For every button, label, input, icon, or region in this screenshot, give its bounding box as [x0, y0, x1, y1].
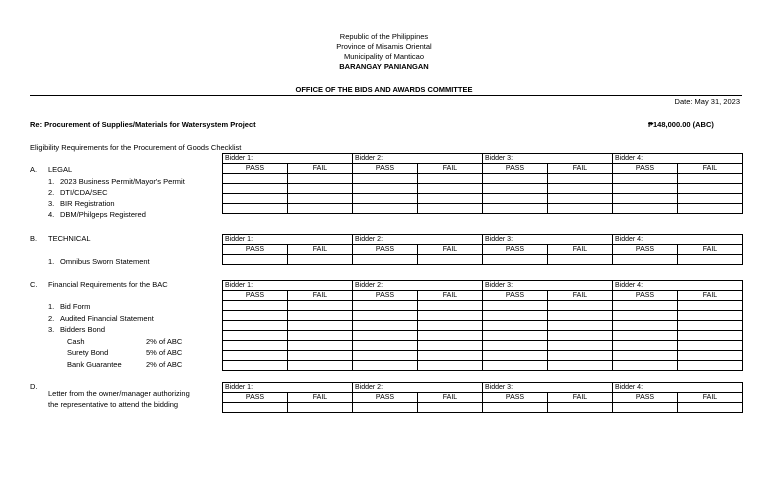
bond-surety-label: Surety Bond: [67, 348, 109, 357]
section-a-letter: A.: [30, 165, 38, 174]
bond-bank-pct: 2% of ABC: [146, 360, 183, 369]
fail-header: FAIL: [288, 393, 353, 403]
bidder-1-header: Bidder 1:: [223, 383, 353, 393]
bidder-4-header: Bidder 4:: [613, 154, 743, 164]
table-row: [223, 331, 743, 341]
abc-amount: ₱148,000.00 (ABC): [648, 120, 714, 129]
table-row: [223, 194, 743, 204]
fail-header: FAIL: [418, 291, 483, 301]
technical-checklist-grid: [222, 234, 743, 265]
pass-header: PASS: [613, 164, 678, 174]
list-item: 1. 2023 Business Permit/Mayor's Permit: [48, 177, 185, 186]
bond-cash-label: Cash: [67, 337, 85, 346]
fail-header: FAIL: [288, 245, 353, 255]
table-row: [223, 255, 743, 265]
bidder-3-header: Bidder 3:: [483, 383, 613, 393]
list-item: 1. Bid Form: [48, 302, 91, 311]
fail-header: FAIL: [418, 245, 483, 255]
bidder-2-header: Bidder 2:: [353, 235, 483, 245]
pass-header: PASS: [353, 393, 418, 403]
pass-header: PASS: [223, 393, 288, 403]
header-barangay: BARANGAY PANIANGAN: [339, 62, 429, 71]
fail-header: FAIL: [548, 291, 613, 301]
table-row: [223, 204, 743, 214]
table-row: [223, 311, 743, 321]
list-item: 3. BIR Registration: [48, 199, 115, 208]
pass-header: PASS: [223, 291, 288, 301]
legal-checklist-grid: [222, 153, 743, 214]
pass-header: PASS: [223, 245, 288, 255]
bidder-2-header: Bidder 2:: [353, 281, 483, 291]
pass-header: PASS: [353, 164, 418, 174]
pass-header: PASS: [483, 245, 548, 255]
pass-header: PASS: [483, 291, 548, 301]
bidder-4-header: Bidder 4:: [613, 235, 743, 245]
pass-header: PASS: [483, 164, 548, 174]
list-item: 2. DTI/CDA/SEC: [48, 188, 108, 197]
financial-checklist-grid: [222, 280, 743, 371]
table-row: [223, 341, 743, 351]
section-c-title: Financial Requirements for the BAC: [48, 280, 168, 289]
bond-cash-pct: 2% of ABC: [146, 337, 183, 346]
document-date: Date: May 31, 2023: [674, 97, 740, 106]
header-rule: [30, 95, 742, 96]
bidder-2-header: Bidder 2:: [353, 154, 483, 164]
bond-bank-label: Bank Guarantee: [67, 360, 122, 369]
checklist-title: Eligibility Requirements for the Procurement of Goods Checklist: [30, 143, 242, 152]
pass-header: PASS: [353, 245, 418, 255]
list-item: 2. Audited Financial Statement: [48, 314, 154, 323]
fail-header: FAIL: [678, 393, 743, 403]
fail-header: FAIL: [548, 393, 613, 403]
bidder-1-header: Bidder 1:: [223, 154, 353, 164]
table-row: [223, 321, 743, 331]
table-row: [223, 403, 743, 413]
fail-header: FAIL: [678, 164, 743, 174]
pass-header: PASS: [483, 393, 548, 403]
bidder-3-header: Bidder 3:: [483, 281, 613, 291]
pass-header: PASS: [223, 164, 288, 174]
header-province: Province of Misamis Oriental: [336, 42, 432, 51]
section-d-line1: Letter from the owner/manager authorizing: [48, 389, 190, 398]
fail-header: FAIL: [418, 393, 483, 403]
table-row: [223, 301, 743, 311]
pass-header: PASS: [353, 291, 418, 301]
table-row: [223, 361, 743, 371]
list-item: 1. Omnibus Sworn Statement: [48, 257, 150, 266]
section-a-title: LEGAL: [48, 165, 73, 174]
section-b-title: TECHNICAL: [48, 234, 91, 243]
pass-header: PASS: [613, 245, 678, 255]
bond-surety-pct: 5% of ABC: [146, 348, 183, 357]
table-row: [223, 184, 743, 194]
fail-header: FAIL: [678, 291, 743, 301]
bidder-2-header: Bidder 2:: [353, 383, 483, 393]
bidder-4-header: Bidder 4:: [613, 281, 743, 291]
fail-header: FAIL: [418, 164, 483, 174]
bidder-3-header: Bidder 3:: [483, 235, 613, 245]
section-c-letter: C.: [30, 280, 38, 289]
letter-checklist-grid: [222, 382, 743, 413]
fail-header: FAIL: [288, 291, 353, 301]
pass-header: PASS: [613, 393, 678, 403]
section-d-letter: D.: [30, 382, 38, 391]
fail-header: FAIL: [288, 164, 353, 174]
table-row: [223, 351, 743, 361]
section-b-letter: B.: [30, 234, 38, 243]
bidder-3-header: Bidder 3:: [483, 154, 613, 164]
list-item: 4. DBM/Philgeps Registered: [48, 210, 146, 219]
header-republic: Republic of the Philippines: [339, 32, 429, 41]
list-item: 3. Bidders Bond: [48, 325, 106, 334]
section-d-line2: the representative to attend the bidding: [48, 400, 179, 409]
fail-header: FAIL: [548, 245, 613, 255]
office-title: OFFICE OF THE BIDS AND AWARDS COMMITTEE: [295, 85, 473, 94]
bidder-1-header: Bidder 1:: [223, 281, 353, 291]
header-municipality: Municipality of Manticao: [343, 52, 425, 61]
pass-header: PASS: [613, 291, 678, 301]
re-subject: Re: Procurement of Supplies/Materials for Watersystem Project: [30, 120, 256, 129]
fail-header: FAIL: [548, 164, 613, 174]
fail-header: FAIL: [678, 245, 743, 255]
bidder-4-header: Bidder 4:: [613, 383, 743, 393]
table-row: [223, 174, 743, 184]
bidder-1-header: Bidder 1:: [223, 235, 353, 245]
